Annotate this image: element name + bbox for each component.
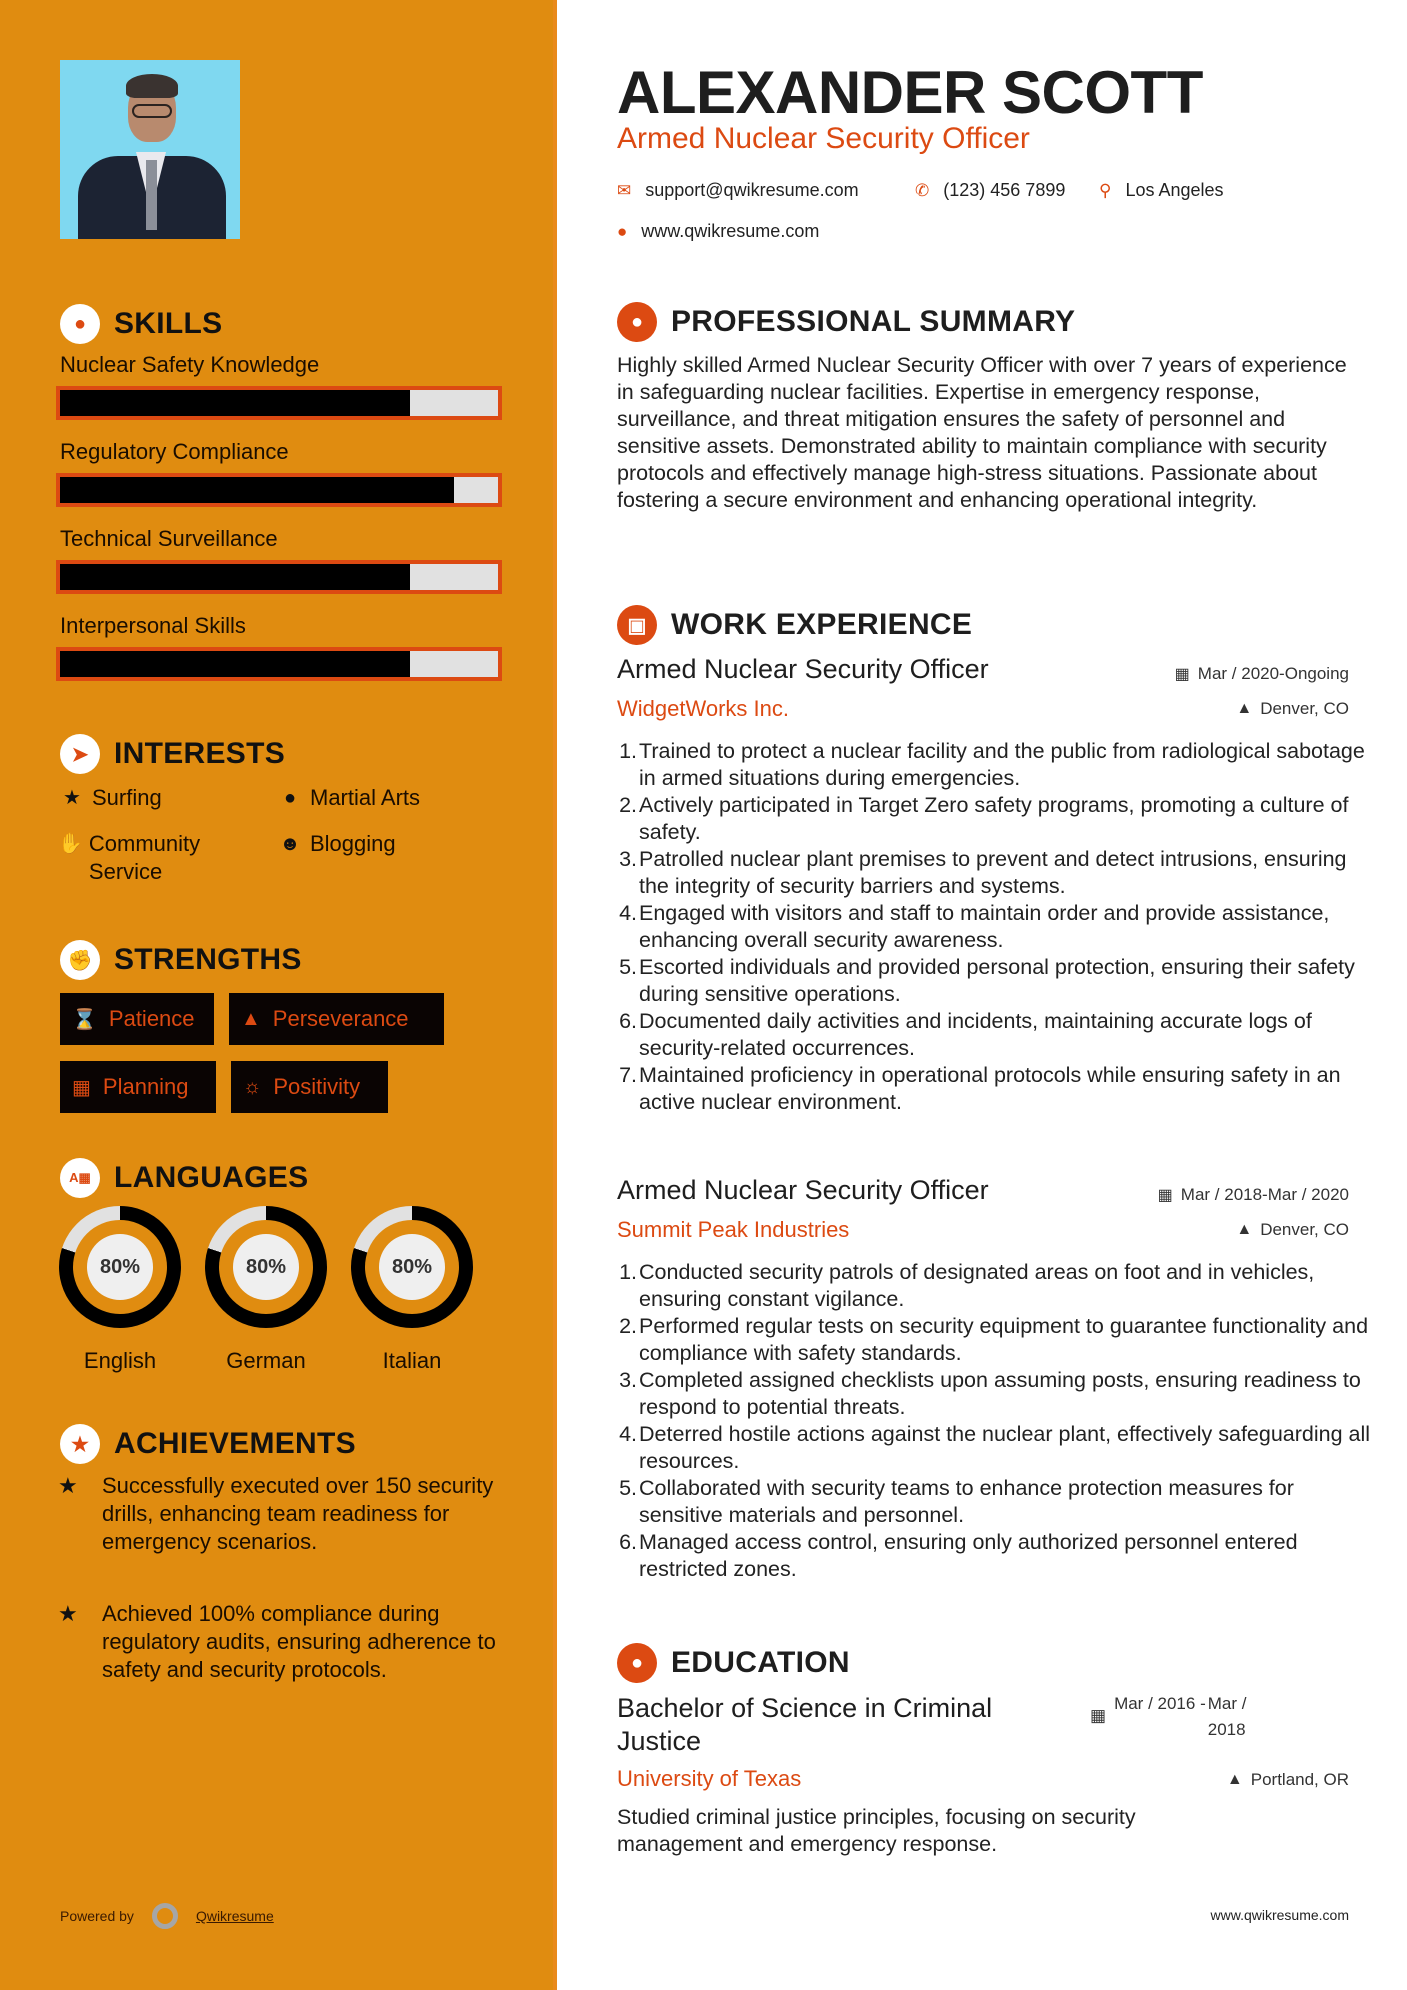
interests-heading: ➤ INTERESTS	[60, 734, 285, 774]
strength-chip: ⌛ Patience	[60, 993, 214, 1045]
bullet-item: 4. Engaged with visitors and staff to maintain order and provide assistance, enhancing overall security awareness.	[619, 901, 1330, 952]
globe-icon: ●	[283, 787, 297, 809]
map-pin-icon: ⚲	[1099, 180, 1112, 200]
education-heading: ● EDUCATION	[617, 1643, 850, 1683]
education-dates: ▦ Mar / 2016 - Mar / 2018	[1090, 1691, 1268, 1743]
job-location: ▲ Denver, CO	[1236, 1220, 1349, 1239]
education-description: Studied criminal justice principles, focusing on security management and emergency response.	[617, 1805, 1136, 1856]
job-dates: ▦ Mar / 2018-Mar / 2020	[1157, 1185, 1349, 1204]
contact-location: ⚲ Los Angeles	[1099, 180, 1224, 200]
bullet-item: 1. Trained to protect a nuclear facility and the public from radiological sabotage in armed situations during emergencies.	[619, 739, 1365, 790]
road-icon: ▲	[241, 1007, 261, 1030]
translate-icon: A▦	[60, 1158, 100, 1198]
interest-item: ● Martial Arts	[276, 784, 420, 812]
bullet-item: 7. Maintained proficiency in operational protocols while ensuring safety in an active nuclear environment.	[619, 1063, 1341, 1114]
bullet-item: 2. Actively participated in Target Zero safety programs, promoting a culture of safety.	[619, 793, 1349, 844]
bullet-item: 1. Conducted security patrols of designated areas on foot and in vehicles, ensuring constant vigilance.	[619, 1260, 1315, 1311]
job-location: ▲ Denver, CO	[1236, 699, 1349, 718]
degree-title: Bachelor of Science in Criminal Justice	[617, 1693, 993, 1756]
strength-chip: ☼ Positivity	[231, 1061, 388, 1113]
contact-phone: ✆ (123) 456 7899	[915, 180, 1066, 200]
skill-bar	[56, 647, 502, 681]
paper-plane-icon: ➤	[60, 734, 100, 774]
strength-chip: ▦ Planning	[60, 1061, 216, 1113]
office-chair-icon: ▣	[617, 605, 657, 645]
skill-label: Technical Surveillance	[60, 526, 278, 551]
candidate-role: Armed Nuclear Security Officer	[617, 122, 1030, 155]
job-bullets	[617, 1259, 1377, 1583]
hand-fist-icon: ✋	[58, 833, 83, 855]
qwikresume-link[interactable]: Qwikresume	[195, 1908, 274, 1924]
job-title: Armed Nuclear Security Officer	[617, 1175, 989, 1205]
shooting-star-icon: ★	[58, 1601, 78, 1626]
achievement-item: ★ Successfully executed over 150 security drills, enhancing team readiness for emergency scenarios.	[58, 1473, 494, 1554]
school-name: University of Texas	[617, 1766, 802, 1791]
skill-bar	[56, 473, 502, 507]
phone-icon: ✆	[915, 180, 930, 200]
language-item: 80% German	[205, 1206, 327, 1374]
profile-photo	[60, 60, 240, 239]
bullet-item: 5. Collaborated with security teams to enhance protection measures for sensitive materials and personnel.	[619, 1476, 1294, 1527]
graduate-icon: ●	[617, 1643, 657, 1683]
contact-email: ✉ support@qwikresume.com	[617, 180, 859, 200]
job-title: Armed Nuclear Security Officer	[617, 654, 989, 684]
globe-icon: ●	[617, 221, 628, 241]
strength-chip: ▲ Perseverance	[229, 993, 444, 1045]
interest-item: ✋ Community Service	[58, 831, 201, 884]
company-name: WidgetWorks Inc.	[617, 696, 789, 721]
skill-label: Nuclear Safety Knowledge	[60, 352, 320, 377]
languages-heading: A▦ LANGUAGES	[60, 1158, 308, 1198]
summary-text: Highly skilled Armed Nuclear Security Officer with over 7 years of experience in safeguarding nuclear facilities. Expertise in emergency response, surveillance, and threat mitigation ensures the safety of personnel and sensitive assets. Demonstrated ability to maintain compliance with security protocols and effectively manage high-stress situations. Passionate about fostering a secure environment and enhancing operational integrity.	[617, 353, 1347, 512]
sidebar	[0, 0, 557, 1990]
education-location: ▲ Portland, OR	[1226, 1770, 1349, 1789]
calendar-icon: ▦	[1090, 1706, 1107, 1725]
job-dates: ▦ Mar / 2020-Ongoing	[1174, 664, 1349, 683]
summary-heading: ● PROFESSIONAL SUMMARY	[617, 302, 1075, 342]
pushpin-icon: ▲	[1236, 700, 1253, 717]
bullet-item: 3. Completed assigned checklists upon assuming posts, ensuring readiness to respond to potential threats.	[619, 1368, 1361, 1419]
skill-label: Regulatory Compliance	[60, 439, 289, 464]
bullet-item: 5. Escorted individuals and provided personal protection, ensuring their safety during sensitive operations.	[619, 955, 1355, 1006]
footer-website[interactable]: www.qwikresume.com	[1210, 1907, 1349, 1923]
pushpin-icon: ▲	[1226, 1771, 1243, 1788]
sun-icon: ☼	[243, 1075, 262, 1098]
language-item: 80% Italian	[351, 1206, 473, 1374]
shooting-star-icon: ★	[58, 1473, 78, 1498]
bullet-item: 3. Patrolled nuclear plant premises to prevent and detect intrusions, ensuring the integrity of security barriers and systems.	[619, 847, 1347, 898]
powered-by: Powered by Qwikresume	[60, 1903, 274, 1929]
skills-heading: ● SKILLS	[60, 304, 222, 344]
envelope-icon: ✉	[617, 180, 632, 200]
users-icon: ☻	[279, 833, 301, 855]
bullet-item: 4. Deterred hostile actions against the nuclear plant, effectively safeguarding all resources.	[619, 1422, 1371, 1473]
star-icon: ★	[63, 787, 81, 809]
user-icon: ●	[617, 302, 657, 342]
achievements-heading: ★ ACHIEVEMENTS	[60, 1424, 356, 1464]
skill-bar	[56, 386, 502, 420]
main-content	[557, 0, 1407, 1990]
skill-label: Interpersonal Skills	[60, 613, 246, 638]
company-name: Summit Peak Industries	[617, 1217, 850, 1242]
interest-item: ☻ Blogging	[276, 830, 396, 858]
language-ring: 80%	[205, 1206, 327, 1328]
calendar-icon: ▦	[1174, 666, 1190, 683]
strengths-heading: ✊ STRENGTHS	[60, 940, 302, 980]
calendar-icon: ▦	[1157, 1187, 1173, 1204]
qwikresume-logo-icon	[152, 1903, 178, 1929]
bullet-item: 6. Managed access control, ensuring only authorized personnel entered restricted zones.	[619, 1530, 1298, 1581]
achievement-item: ★ Achieved 100% compliance during regulatory audits, ensuring adherence to safety and security protocols.	[58, 1601, 496, 1682]
pushpin-icon: ▲	[1236, 1221, 1253, 1238]
interest-item: ★ Surfing	[58, 784, 162, 812]
candidate-name: ALEXANDER SCOTT	[617, 59, 1203, 126]
contact-website: ● www.qwikresume.com	[617, 221, 820, 241]
fist-icon: ✊	[60, 940, 100, 980]
job-bullets	[617, 738, 1377, 1116]
language-item: 80% English	[59, 1206, 181, 1374]
language-ring: 80%	[351, 1206, 473, 1328]
calendar-icon: ▦	[72, 1076, 91, 1099]
hourglass-icon: ⌛	[72, 1008, 97, 1031]
language-ring: 80%	[59, 1206, 181, 1328]
bullet-item: 2. Performed regular tests on security equipment to guarantee functionality and compliance with safety standards.	[619, 1314, 1369, 1365]
experience-heading: ▣ WORK EXPERIENCE	[617, 605, 972, 645]
lightbulb-icon: ●	[60, 304, 100, 344]
bullet-item: 6. Documented daily activities and incidents, maintaining accurate logs of security-related occurrences.	[619, 1009, 1312, 1060]
shooting-star-icon: ★	[60, 1424, 100, 1464]
skill-bar	[56, 560, 502, 594]
